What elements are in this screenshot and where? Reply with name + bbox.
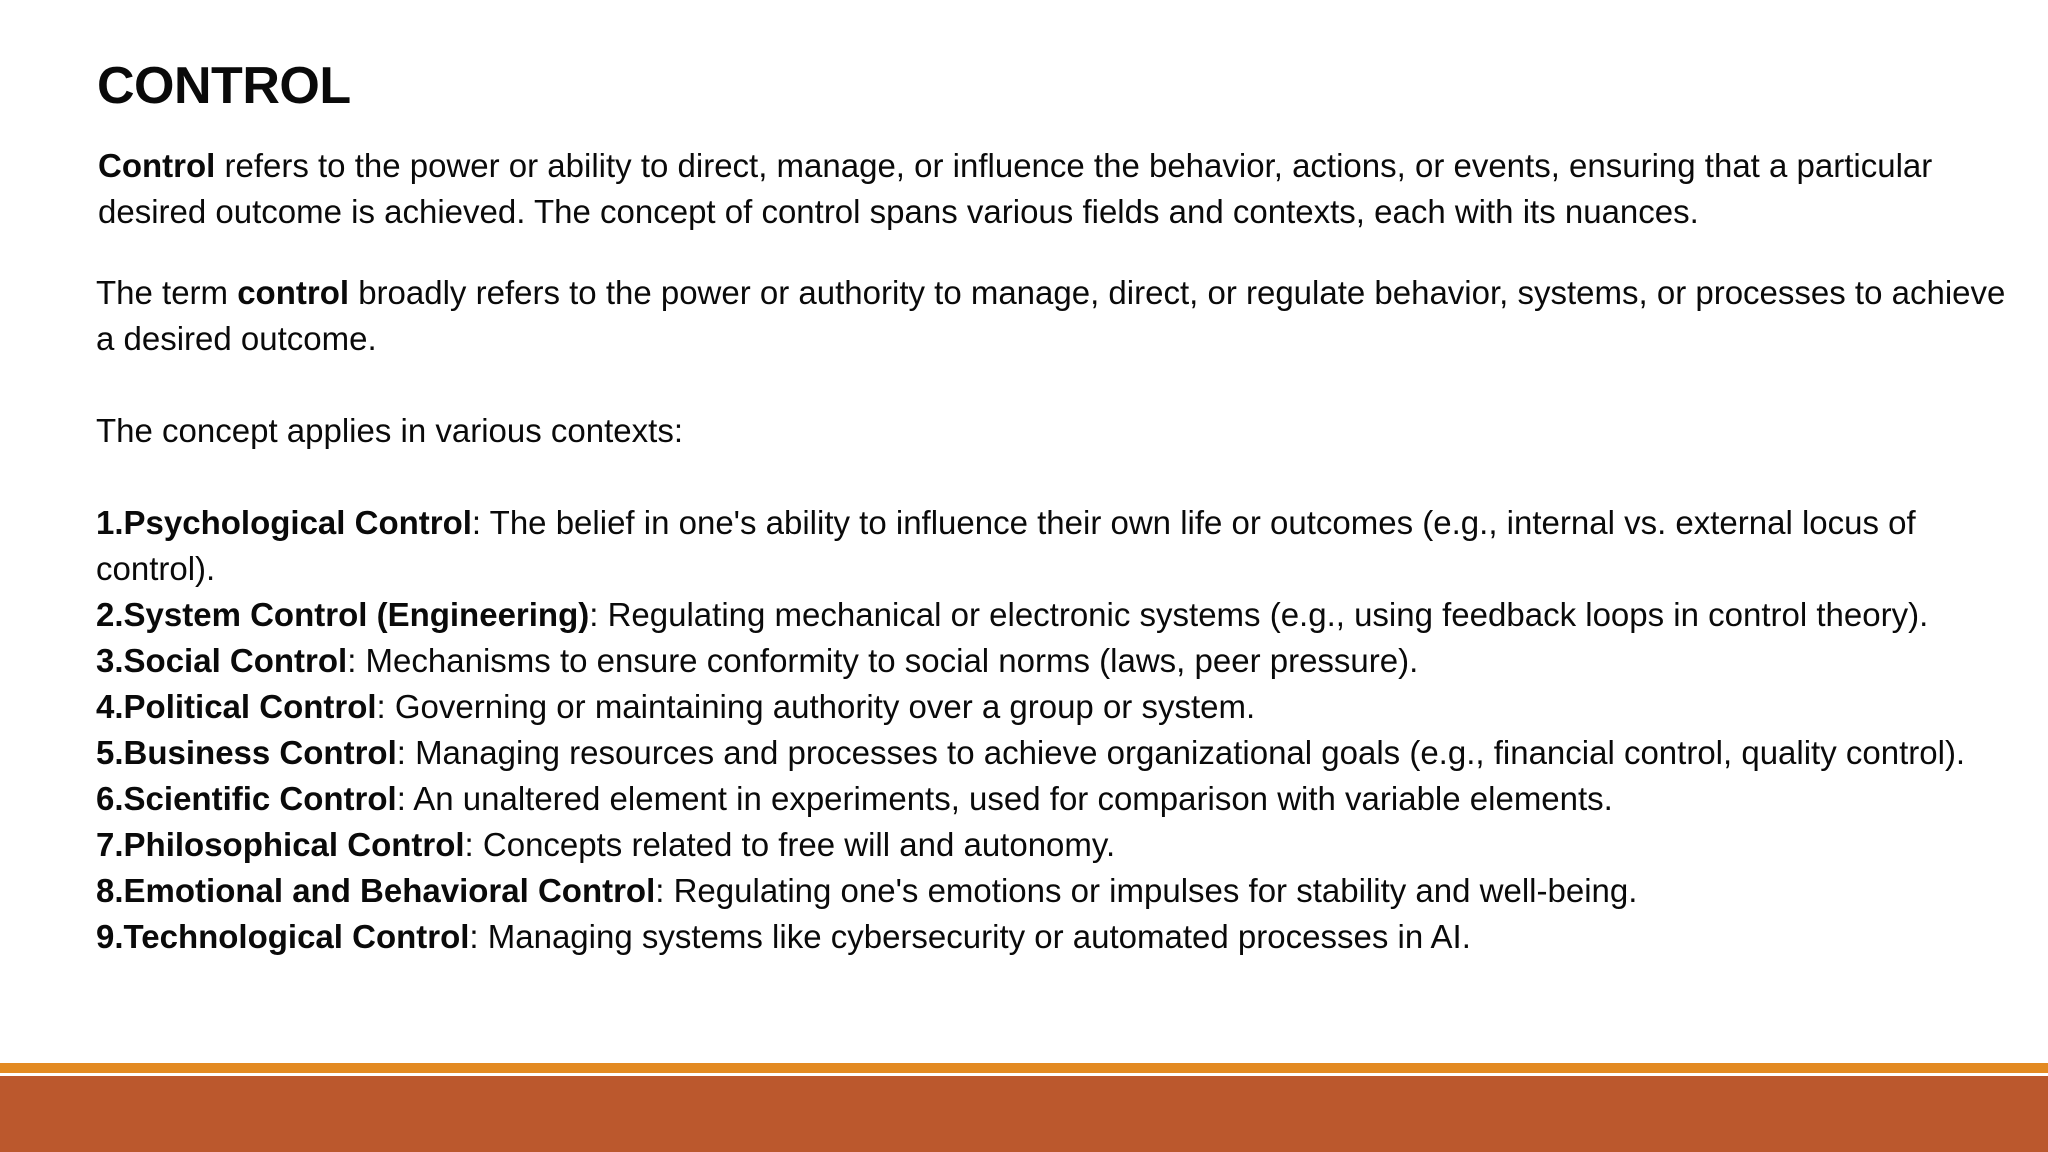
slide-title: CONTROL	[97, 57, 351, 115]
item-description: : Mechanisms to ensure conformity to social norms (laws, peer pressure).	[347, 642, 1419, 679]
item-description: : Managing systems like cybersecurity or automated processes in AI.	[469, 918, 1471, 955]
item-term	[96, 642, 347, 679]
intro-term: Control	[98, 147, 216, 184]
item-term	[96, 826, 465, 863]
item-number: 8.	[96, 872, 124, 909]
item-number: 7.	[96, 826, 124, 863]
item-number: 4.	[96, 688, 124, 725]
list-item	[96, 822, 2026, 868]
footer-band	[0, 1076, 2048, 1152]
spacer	[96, 362, 2026, 408]
item-term-text: Philosophical Control	[123, 826, 465, 863]
item-description: : Managing resources and processes to achieve organizational goals (e.g., financial control, quality control).	[396, 734, 1966, 771]
item-term-text: Social Control	[123, 642, 348, 679]
item-description: : An unaltered element in experiments, used for comparison with variable elements.	[396, 780, 1613, 817]
definition-prefix: The term	[96, 274, 238, 311]
item-term	[96, 780, 397, 817]
list-item	[96, 684, 2026, 730]
item-term-text: System Control (Engineering)	[123, 596, 590, 633]
item-number: 2.	[96, 596, 124, 633]
item-term-text: Technological Control	[123, 918, 470, 955]
item-term	[96, 504, 472, 541]
item-description: : The belief in one's ability to influence their own life or outcomes (e.g., internal vs. external locus of control).	[96, 504, 1916, 587]
item-term-text: Emotional and Behavioral Control	[123, 872, 656, 909]
list-item	[96, 914, 2026, 960]
body-text-box	[96, 270, 2026, 960]
item-term-text: Political Control	[123, 688, 377, 725]
item-description: : Governing or maintaining authority over a group or system.	[376, 688, 1256, 725]
item-number: 3.	[96, 642, 124, 679]
item-number: 6.	[96, 780, 124, 817]
list-item	[96, 500, 2026, 592]
item-number: 9.	[96, 918, 124, 955]
item-term-text: Business Control	[123, 734, 397, 771]
item-term	[96, 596, 589, 633]
item-term-text: Scientific Control	[123, 780, 397, 817]
contexts-intro: The concept applies in various contexts:	[96, 412, 683, 449]
definition-text: broadly refers to the power or authority to manage, direct, or regulate behavior, systems, or processes to achieve a desired outcome.	[96, 274, 2006, 357]
item-term	[96, 872, 655, 909]
item-term	[96, 918, 469, 955]
definition-paragraph	[96, 270, 2026, 362]
intro-paragraph	[98, 143, 1998, 235]
item-term	[96, 688, 377, 725]
item-term-text: Psychological Control	[123, 504, 472, 541]
list-item	[96, 638, 2026, 684]
spacer	[96, 454, 2026, 500]
item-description: : Concepts related to free will and autonomy.	[464, 826, 1116, 863]
item-number: 1.	[96, 504, 124, 541]
item-description: : Regulating mechanical or electronic systems (e.g., using feedback loops in control theory).	[589, 596, 1929, 633]
intro-text: refers to the power or ability to direct, manage, or influence the behavior, actions, or events, ensuring that a particular desired outcome is achieved. The concept of control spans various fields and contexts, each with its nuances.	[98, 147, 1933, 230]
item-term	[96, 734, 397, 771]
footer-accent-stripe	[0, 1063, 2048, 1073]
contexts-list	[96, 500, 2026, 960]
list-item	[96, 730, 2026, 776]
definition-term: control	[237, 274, 350, 311]
list-item	[96, 592, 2026, 638]
item-number: 5.	[96, 734, 124, 771]
list-item	[96, 868, 2026, 914]
list-item	[96, 776, 2026, 822]
item-description: : Regulating one's emotions or impulses for stability and well-being.	[655, 872, 1638, 909]
